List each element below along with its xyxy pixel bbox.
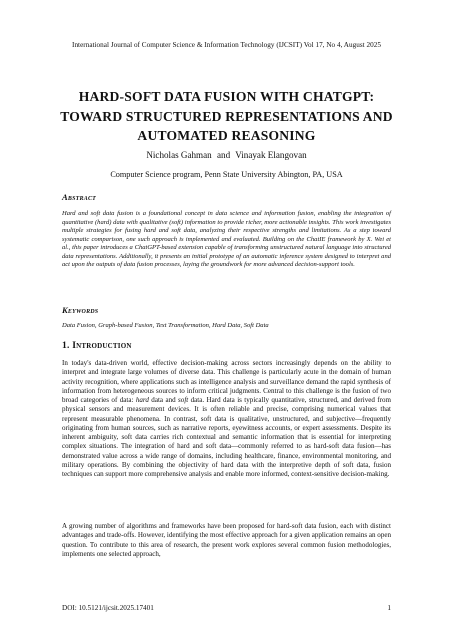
introduction-paragraph: A growing number of algorithms and frameworks have been proposed for hard-soft data fusion, each with distinct advantages and trade-offs. However, identifying the most effective approach for a given application remains an open question. To contribute to this area of research, the present work explores several common fusion methodologies, implements one selected approach, <box>62 522 391 558</box>
paper-title-line: TOWARD STRUCTURED REPRESENTATIONS AND <box>60 108 393 124</box>
journal-header: International Journal of Computer Science & Information Technology (IJCSIT) Vol 17, No 4, August 2025 <box>72 41 381 49</box>
author-conjunction: and <box>217 150 231 160</box>
emphasis-hard: hard <box>135 396 149 404</box>
abstract-heading: Abstract <box>62 192 97 202</box>
paragraph-text: data. Hard data is typically quantitative, structured, and derived from physical sensors and measurement devices. It is often reliable and precise, comprising numerical values that represent measurable phenomena. In contrast, soft data is qualitative, unstructured, and subjective—frequently originating from human sources, such as narrative reports, eyewitness accounts, or expert assessments. Despite its inherent ambiguity, soft data carries rich contextual and semantic information that is essential for interpreting complex situations. The integration of hard and soft data—commonly referred to as hard-soft data fusion—has demonstrated value across a wide range of domains, including healthcare, finance, environmental monitoring, and military operations. By combining the objectivity of hard data with the interpretive depth of soft data, fusion techniques can support more comprehensive analysis and enable more informed, context-sensitive decision-making. <box>62 396 391 478</box>
doi-link[interactable]: DOI: 10.5121/ijcsit.2025.17401 <box>62 604 154 612</box>
paragraph-text: In today's data-driven world, effective decision-making across sectors increasingly depends on the ability to interpret and integrate large volumes of diverse data. This challenge is particularly acute in the domain of human activity recognition, where applications such as intelligence analysis and surveillance demand the rapid synthesis of information from heterogeneous sources to inform critical judgments. Central to this challenge is the fusion of two broad categories of data: <box>62 359 391 404</box>
author-name: Nicholas Gahman <box>146 150 212 160</box>
page-number: 1 <box>387 604 391 612</box>
abstract-text: Hard and soft data fusion is a foundational concept in data science and information fusion, enabling the integration of quantitative (hard) data with qualitative (soft) information to provide richer, more actionable insights. This work investigates multiple strategies for fusing hard and soft data, analyzing their respective strengths and limitations. As a step toward systematic comparison, one such approach is implemented and evaluated. Building on the ChatIE framework by X. Wei et al., this paper introduces a ChatGPT-based extension capable of transforming unstructured natural language into structured data representations. Additionally, it presents an initial prototype of an automatic inference system designed to interpret and act upon the outputs of data fusion processes, laying the groundwork for more advanced decision-support tools. <box>62 210 391 269</box>
emphasis-soft: soft <box>178 396 189 404</box>
author-name: Vinayak Elangovan <box>235 150 307 160</box>
page-footer <box>62 604 391 612</box>
paper-title-line: HARD-SOFT DATA FUSION WITH CHATGPT: <box>78 89 375 104</box>
keywords-text: Data Fusion, Graph-based Fusion, Text Transformation, Hard Data, Soft Data <box>62 322 269 329</box>
affiliation: Computer Science program, Penn State University Abington, PA, USA <box>110 170 343 179</box>
paper-title-line: AUTOMATED REASONING <box>137 128 316 143</box>
paper-title <box>50 87 403 146</box>
authors <box>62 150 391 160</box>
paragraph-text: data and <box>148 396 179 404</box>
introduction-heading: 1. Introduction <box>62 340 132 351</box>
introduction-paragraph <box>62 359 391 479</box>
keywords-heading: Keywords <box>62 305 99 315</box>
